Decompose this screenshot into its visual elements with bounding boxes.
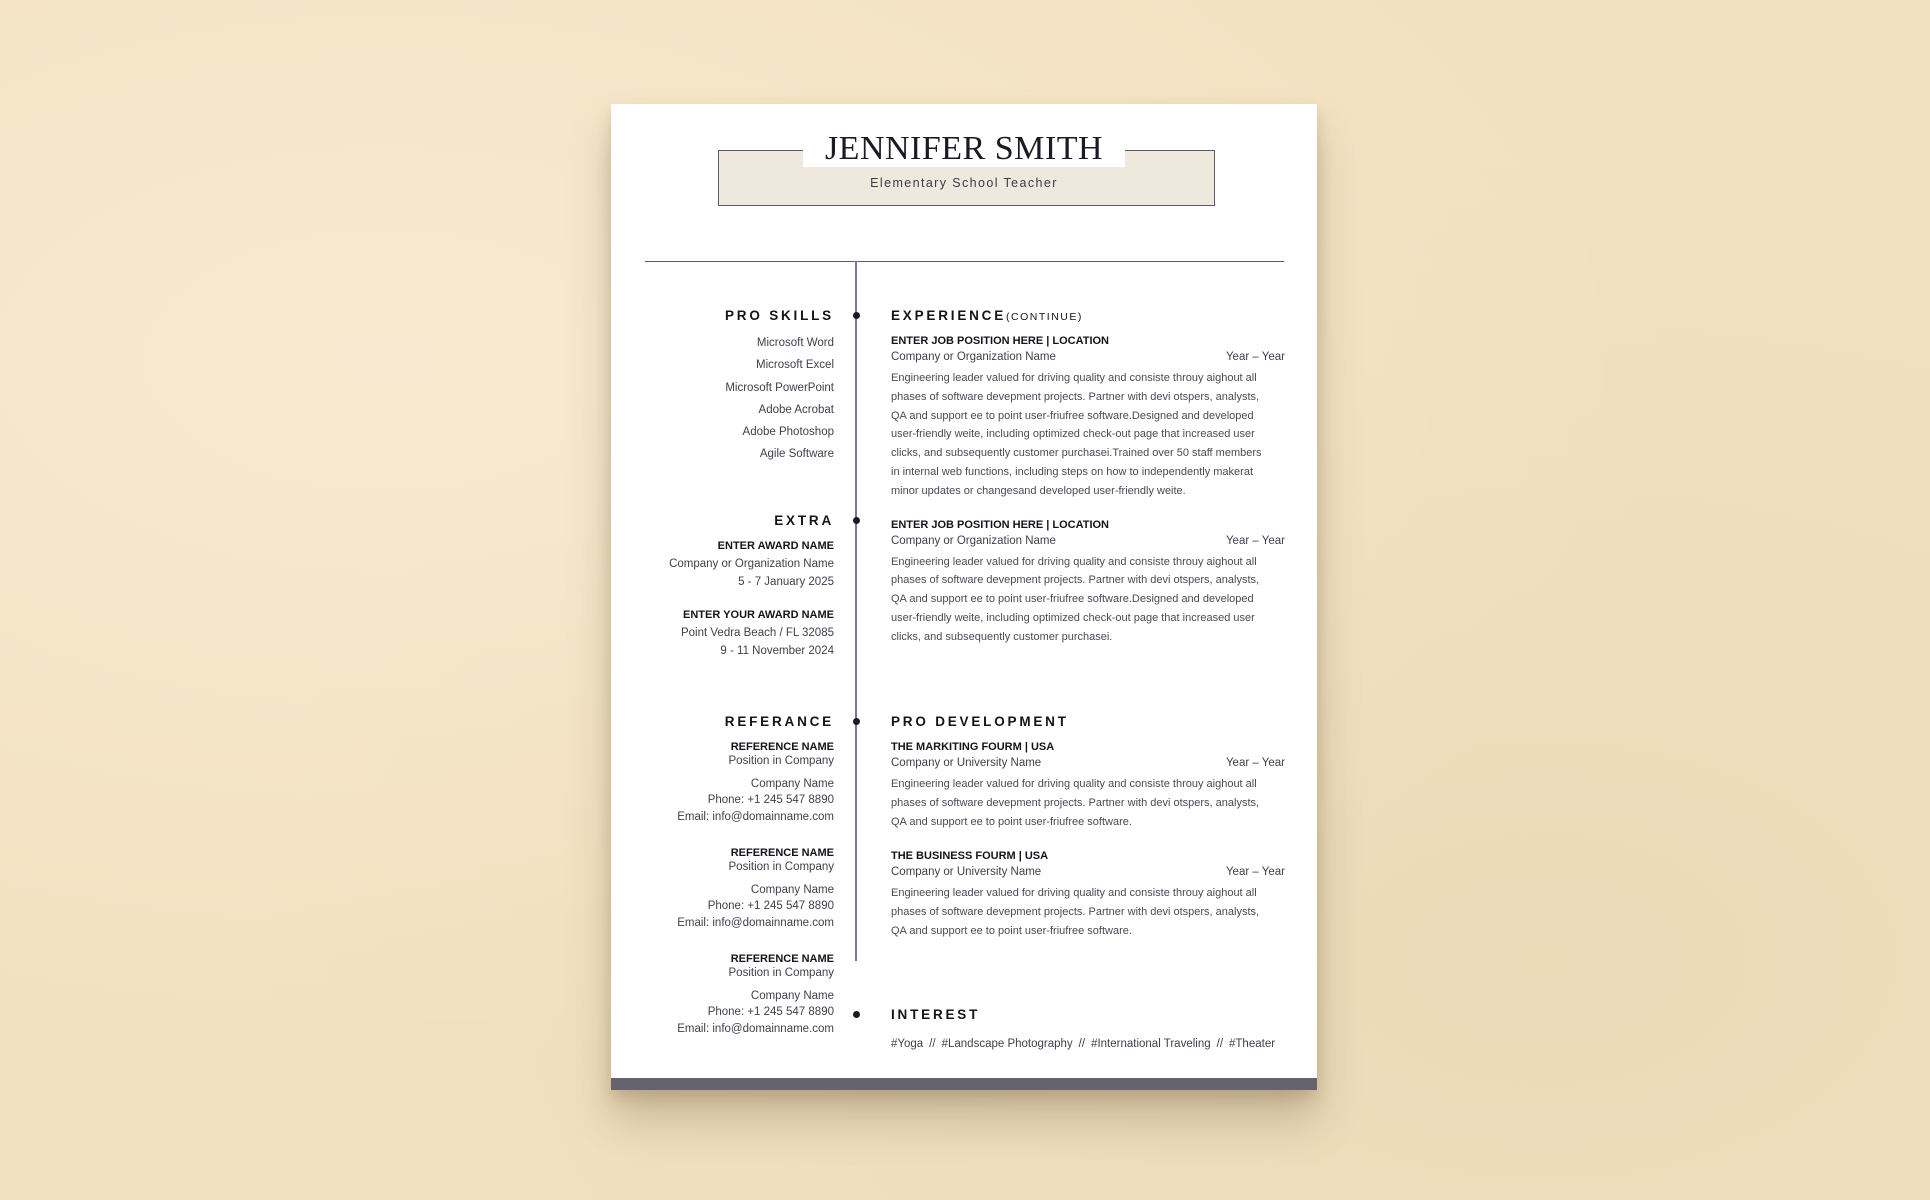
reference-email: Email: info@domainname.com	[677, 916, 834, 929]
name-text: JENNIFER SMITH	[803, 130, 1125, 167]
desc-line: QA and support ee to point user-friufree software.	[891, 815, 1132, 828]
desc-line: in internal web functions, including steps on how to independently makerat	[891, 465, 1254, 478]
interest-separator: //	[1216, 1038, 1224, 1050]
reference-company: Company Name	[750, 777, 834, 790]
reference-position: Position in Company	[728, 967, 834, 979]
reference-email: Email: info@domainname.com	[677, 1022, 834, 1035]
timeline-dot	[853, 1011, 860, 1018]
reference-position: Position in Company	[728, 861, 834, 873]
interest-separator: //	[1078, 1038, 1086, 1050]
job-description	[891, 369, 1285, 501]
desc-line: user-friendly weite, including optimized check-out page that increased user	[891, 611, 1255, 624]
development-item	[891, 741, 1285, 831]
award-date: 9 - 11 November 2024	[720, 645, 834, 657]
interest-list	[891, 1038, 1285, 1050]
development-position: THE BUSINESS FOURM | USA	[891, 850, 1049, 863]
bottom-bar	[611, 1078, 1317, 1090]
desc-line: phases of software devepment projects. Partner with devi otspers, analysts,	[891, 390, 1260, 403]
skill-item: Microsoft PowerPoint	[725, 381, 834, 394]
development-org: Company or University Name	[891, 866, 1042, 879]
job-org: Company or Organization Name	[891, 534, 1056, 547]
reference-phone: Phone: +1 245 547 8890	[707, 794, 834, 806]
name-heading	[611, 130, 1317, 168]
development-years: Year – Year	[1225, 866, 1285, 879]
section-title: PRO DEVELOPMENT	[891, 714, 1069, 729]
desc-line: minor updates or changesand developed user-friendly weite.	[891, 484, 1186, 497]
development-org: Company or University Name	[891, 757, 1042, 769]
reference-item	[645, 847, 834, 931]
skill-item: Microsoft Excel	[756, 359, 834, 372]
desc-line: phases of software devepment projects. Partner with devi otspers, analysts,	[891, 574, 1260, 587]
job-title-subtitle: Elementary School Teacher	[870, 176, 1058, 190]
development-item	[891, 850, 1285, 940]
development-position: THE MARKITING FOURM | USA	[891, 741, 1055, 753]
interest-section	[891, 1007, 1285, 1050]
interest-item: #Theater	[1229, 1038, 1276, 1050]
desc-line: QA and support ee to point user-friufree software.	[891, 924, 1132, 937]
section-title	[891, 308, 1285, 323]
section-title: REFERANCE	[724, 714, 834, 729]
desc-line: Engineering leader valued for driving quality and consiste throuy aighout all	[891, 778, 1257, 790]
section-title: INTEREST	[891, 1007, 981, 1022]
job-position: ENTER JOB POSITION HERE | LOCATION	[891, 335, 1110, 347]
section-title: EXTRA	[774, 513, 834, 528]
award-org: Company or Organization Name	[669, 558, 834, 570]
desc-line: clicks, and subsequently customer purchasei.	[891, 630, 1113, 643]
reference-company: Company Name	[750, 883, 834, 896]
reference-name: REFERENCE NAME	[730, 741, 834, 753]
job-years: Year – Year	[1225, 351, 1285, 363]
reference-item	[645, 741, 834, 825]
vertical-divider	[855, 261, 857, 961]
job-position: ENTER JOB POSITION HERE | LOCATION	[891, 518, 1110, 531]
reference-email: Email: info@domainname.com	[677, 810, 834, 823]
development-description	[891, 775, 1285, 831]
reference-phone: Phone: +1 245 547 8890	[707, 900, 834, 912]
award-date: 5 - 7 January 2025	[738, 576, 834, 588]
job-item	[891, 335, 1285, 501]
section-title-suffix: (CONTINUE)	[1006, 311, 1083, 323]
pro-skills-section	[645, 308, 834, 466]
reference-section	[645, 714, 834, 1037]
desc-line: clicks, and subsequently customer purchasei.Trained over 50 staff members	[891, 447, 1262, 460]
pro-development-section	[891, 714, 1285, 941]
skill-item: Microsoft Word	[756, 337, 834, 349]
section-title: PRO SKILLS	[724, 308, 834, 323]
award-name: ENTER YOUR AWARD NAME	[683, 609, 834, 621]
interest-item: #International Traveling	[1091, 1038, 1211, 1050]
award-item	[645, 609, 834, 660]
experience-section	[891, 308, 1285, 647]
skill-item: Agile Software	[759, 448, 834, 461]
top-rule	[645, 261, 1284, 262]
award-org: Point Vedra Beach / FL 32085	[680, 627, 834, 639]
job-description	[891, 553, 1285, 647]
interest-separator: //	[929, 1038, 936, 1050]
timeline-dot	[853, 718, 860, 725]
interest-item: #Yoga	[891, 1038, 924, 1050]
desc-line: Engineering leader valued for driving quality and consiste throuy aighout all	[891, 372, 1257, 384]
job-years: Year – Year	[1225, 534, 1285, 547]
desc-line: Engineering leader valued for driving quality and consiste throuy aighout all	[891, 887, 1257, 900]
desc-line: QA and support ee to point user-friufree software.Designed and developed	[891, 593, 1254, 606]
reference-name: REFERENCE NAME	[730, 953, 834, 965]
skill-item: Adobe Photoshop	[742, 426, 834, 439]
job-item	[891, 519, 1285, 647]
resume-page	[611, 104, 1317, 1090]
timeline-dot	[853, 517, 860, 524]
desc-line: phases of software devepment projects. Partner with devi otspers, analysts,	[891, 796, 1260, 809]
section-title-text: EXPERIENCE	[891, 308, 1007, 323]
reference-position: Position in Company	[728, 755, 834, 767]
reference-item	[645, 953, 834, 1037]
development-description	[891, 884, 1285, 940]
desc-line: Engineering leader valued for driving quality and consiste throuy aighout all	[891, 555, 1257, 568]
interest-item: #Landscape Photography	[941, 1038, 1073, 1050]
job-org: Company or Organization Name	[891, 351, 1056, 363]
development-years: Year – Year	[1225, 757, 1285, 769]
reference-name: REFERENCE NAME	[730, 847, 834, 859]
timeline-dot	[853, 312, 860, 319]
desc-line: QA and support ee to point user-friufree software.Designed and developed	[891, 409, 1254, 422]
award-item	[645, 540, 834, 591]
desc-line: user-friendly weite, including optimized check-out page that increased user	[891, 428, 1255, 441]
award-name: ENTER AWARD NAME	[717, 540, 834, 552]
skill-item: Adobe Acrobat	[758, 403, 834, 416]
desc-line: phases of software devepment projects. Partner with devi otspers, analysts,	[891, 906, 1260, 919]
reference-company: Company Name	[750, 989, 834, 1002]
extra-section	[645, 513, 834, 660]
reference-phone: Phone: +1 245 547 8890	[707, 1006, 834, 1018]
